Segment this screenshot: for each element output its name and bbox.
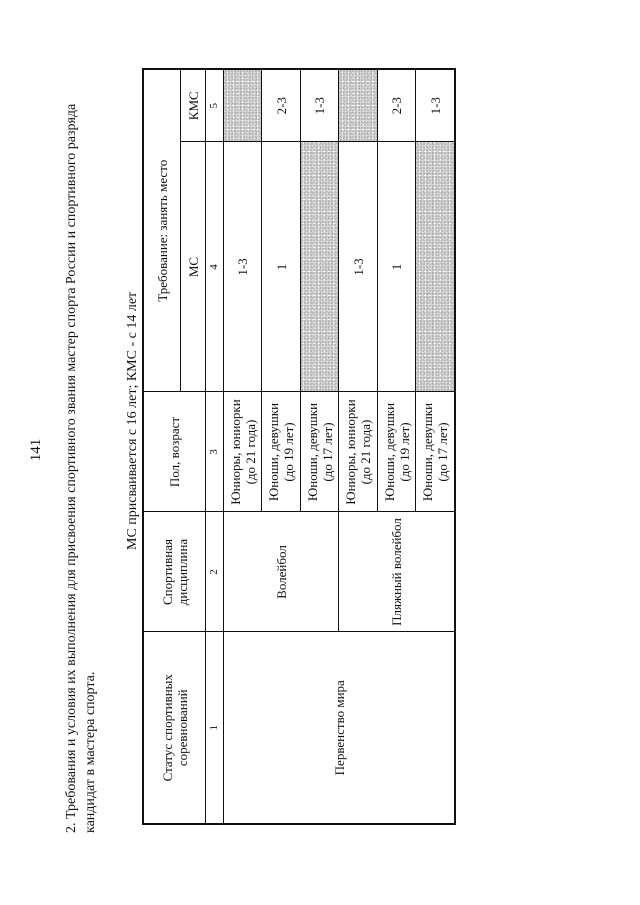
kms-cell: 1-3 (416, 69, 455, 142)
ms-cell-empty (300, 142, 338, 392)
ms-cell: 1 (377, 142, 415, 392)
page-number: 141 (28, 438, 44, 462)
kms-cell-empty (224, 69, 262, 142)
kms-cell: 2-3 (377, 69, 415, 142)
ms-cell: 1 (262, 142, 300, 392)
column-number: 5 (206, 69, 224, 142)
ms-cell: 1-3 (224, 142, 262, 392)
header-row (143, 69, 181, 824)
column-number-row (206, 69, 224, 824)
discipline-cell: Пляжный волейбол (339, 512, 455, 632)
column-number: 1 (206, 632, 224, 824)
table-row (224, 69, 262, 824)
header-ms: МС (181, 142, 206, 392)
gender-age-cell: Юноши, девушки (до 17 лет) (416, 392, 455, 512)
status-cell: Первенство мира (224, 632, 456, 824)
kms-cell: 1-3 (300, 69, 338, 142)
gender-age-cell: Юноши, девушки (до 19 лет) (262, 392, 300, 512)
column-number: 4 (206, 142, 224, 392)
column-number: 3 (206, 392, 224, 512)
header-discipline: Спортивная дисциплина (143, 512, 206, 632)
ms-cell-empty (416, 142, 455, 392)
gender-age-cell: Юниоры, юниорки (до 21 года) (224, 392, 262, 512)
header-status: Статус спортивных соревнований (143, 632, 206, 824)
header-requirement: Требование: занять место (143, 69, 181, 392)
header-kms: КМС (181, 69, 206, 142)
assignment-age-note: МС присваивается с 16 лет; КМС - с 14 лет (125, 291, 140, 550)
discipline-cell: Волейбол (224, 512, 339, 632)
kms-cell-empty (339, 69, 377, 142)
ms-cell: 1-3 (339, 142, 377, 392)
gender-age-cell: Юноши, девушки (до 17 лет) (300, 392, 338, 512)
header-gender-age: Пол, возраст (143, 392, 206, 512)
column-number: 2 (206, 512, 224, 632)
intro-paragraph: 2. Требования и условия их выполнения для присвоения спортивного звания мастер спорта России и спортивного разряда кандидат в мастера спорта. (64, 103, 98, 833)
gender-age-cell: Юноши, девушки (до 19 лет) (377, 392, 415, 512)
kms-cell: 2-3 (262, 69, 300, 142)
gender-age-cell: Юниоры, юниорки (до 21 года) (339, 392, 377, 512)
requirements-table (142, 68, 456, 825)
